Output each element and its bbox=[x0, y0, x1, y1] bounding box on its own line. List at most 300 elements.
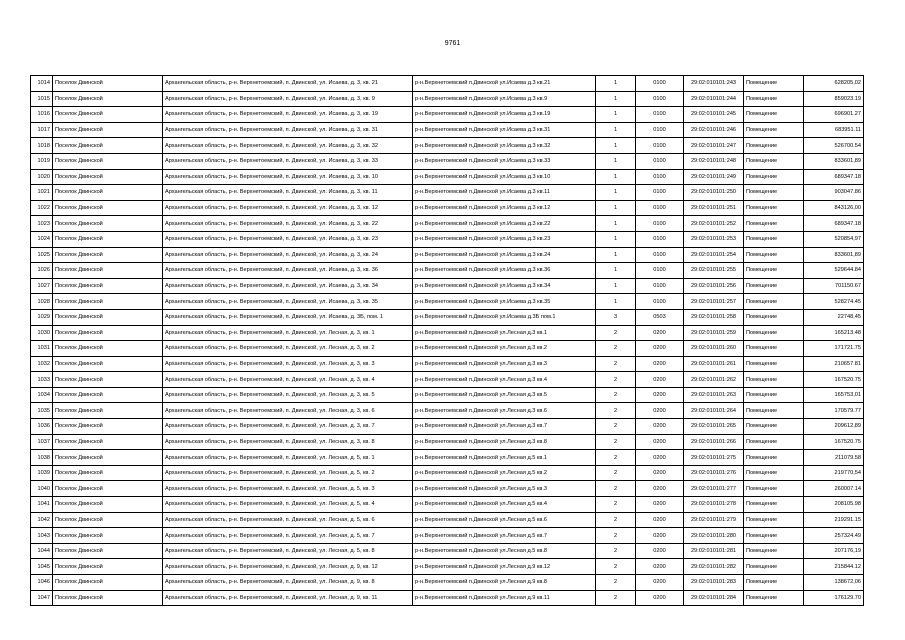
cadastral-number: 29:02:010101:283 bbox=[684, 575, 744, 591]
short-address: р-н.Верхнетоемский п.Двинской ул.Исаева д.3 кв.22 bbox=[413, 216, 596, 232]
table-row bbox=[31, 543, 864, 559]
object-kind: Помещение bbox=[744, 138, 804, 154]
cadastral-number: 29:02:010101:259 bbox=[684, 325, 744, 341]
type-code: 1 bbox=[596, 247, 636, 263]
cadastral-number: 29:02:010101:281 bbox=[684, 543, 744, 559]
settlement-name: Поселок Двинской bbox=[53, 465, 163, 481]
table-row bbox=[31, 387, 864, 403]
cadastral-number: 29:02:010101:282 bbox=[684, 559, 744, 575]
cadastral-value: 167520.75 bbox=[804, 434, 864, 450]
short-address: р-н.Верхнетоемский п.Двинской ул.Лесная д.5 кв.3 bbox=[413, 481, 596, 497]
type-code: 2 bbox=[596, 356, 636, 372]
table-row bbox=[31, 122, 864, 138]
table-row bbox=[31, 76, 864, 92]
table-row bbox=[31, 153, 864, 169]
class-code: 0100 bbox=[636, 122, 684, 138]
full-address: Архангельская область, р-н. Верхнетоемский, п. Двинской, ул. Исаева, д. 3, кв. 36 bbox=[163, 263, 413, 279]
cadastral-number: 29:02:010101:261 bbox=[684, 356, 744, 372]
row-number: 1021 bbox=[31, 185, 53, 201]
cadastral-number: 29:02:010101:251 bbox=[684, 200, 744, 216]
object-kind: Помещение bbox=[744, 543, 804, 559]
cadastral-value: 165753,01 bbox=[804, 387, 864, 403]
full-address: Архангельская область, р-н. Верхнетоемский, п. Двинской, ул. Лесная, д. 3, кв. 2 bbox=[163, 341, 413, 357]
table-row bbox=[31, 169, 864, 185]
table-row bbox=[31, 372, 864, 388]
object-kind: Помещение bbox=[744, 575, 804, 591]
object-kind: Помещение bbox=[744, 231, 804, 247]
cadastral-value: 138672,06 bbox=[804, 575, 864, 591]
class-code: 0100 bbox=[636, 278, 684, 294]
settlement-name: Поселок Двинской bbox=[53, 481, 163, 497]
settlement-name: Поселок Двинской bbox=[53, 294, 163, 310]
object-kind: Помещение bbox=[744, 450, 804, 466]
cadastral-number: 29:02:010101:247 bbox=[684, 138, 744, 154]
cadastral-number: 29:02:010101:262 bbox=[684, 372, 744, 388]
cadastral-number: 29:02:010101:254 bbox=[684, 247, 744, 263]
row-number: 1025 bbox=[31, 247, 53, 263]
table-row bbox=[31, 91, 864, 107]
cadastral-value: 211079.58 bbox=[804, 450, 864, 466]
row-number: 1040 bbox=[31, 481, 53, 497]
cadastral-value: 260007.14 bbox=[804, 481, 864, 497]
short-address: р-н.Верхнетоемский п.Двинской ул.Исаева д.3 кв.10 bbox=[413, 169, 596, 185]
object-kind: Помещение bbox=[744, 497, 804, 513]
cadastral-number: 29:02:010101:275 bbox=[684, 450, 744, 466]
type-code: 2 bbox=[596, 559, 636, 575]
settlement-name: Поселок Двинской bbox=[53, 450, 163, 466]
short-address: р-н.Верхнетоемский п.Двинской ул.Лесная д.9 кв.11 bbox=[413, 590, 596, 606]
row-number: 1037 bbox=[31, 434, 53, 450]
class-code: 0200 bbox=[636, 481, 684, 497]
table-row bbox=[31, 512, 864, 528]
cadastral-value: 520854,97 bbox=[804, 231, 864, 247]
table-row bbox=[31, 497, 864, 513]
class-code: 0200 bbox=[636, 465, 684, 481]
cadastral-value: 689347.18 bbox=[804, 169, 864, 185]
type-code: 2 bbox=[596, 465, 636, 481]
class-code: 0200 bbox=[636, 372, 684, 388]
object-kind: Помещение bbox=[744, 278, 804, 294]
full-address: Архангельская область, р-н. Верхнетоемский, п. Двинской, ул. Лесная, д. 9, кв. 8 bbox=[163, 575, 413, 591]
row-number: 1019 bbox=[31, 153, 53, 169]
settlement-name: Поселок Двинской bbox=[53, 512, 163, 528]
cadastral-value: 210657.81 bbox=[804, 356, 864, 372]
short-address: р-н.Верхнетоемский п.Двинской ул.Лесная д.3 кв.6 bbox=[413, 403, 596, 419]
object-kind: Помещение bbox=[744, 387, 804, 403]
short-address: р-н.Верхнетоемский п.Двинской ул.Исаева д.3 кв.9 bbox=[413, 91, 596, 107]
table-row bbox=[31, 559, 864, 575]
short-address: р-н.Верхнетоемский п.Двинской ул.Исаева д.3Б пом.1 bbox=[413, 309, 596, 325]
settlement-name: Поселок Двинской bbox=[53, 590, 163, 606]
row-number: 1023 bbox=[31, 216, 53, 232]
settlement-name: Поселок Двинской bbox=[53, 543, 163, 559]
cadastral-value: 683951.11 bbox=[804, 122, 864, 138]
table-row bbox=[31, 528, 864, 544]
table-row bbox=[31, 294, 864, 310]
cadastral-value: 207176,19 bbox=[804, 543, 864, 559]
cadastral-value: 529644.84 bbox=[804, 263, 864, 279]
object-kind: Помещение bbox=[744, 590, 804, 606]
row-number: 1039 bbox=[31, 465, 53, 481]
table-row bbox=[31, 185, 864, 201]
full-address: Архангельская область, р-н. Верхнетоемский, п. Двинской, ул. Лесная, д. 5, кв. 6 bbox=[163, 512, 413, 528]
object-kind: Помещение bbox=[744, 122, 804, 138]
full-address: Архангельская область, р-н. Верхнетоемский, п. Двинской, ул. Лесная, д. 3, кв. 3 bbox=[163, 356, 413, 372]
settlement-name: Поселок Двинской bbox=[53, 559, 163, 575]
class-code: 0100 bbox=[636, 169, 684, 185]
object-kind: Помещение bbox=[744, 153, 804, 169]
type-code: 1 bbox=[596, 153, 636, 169]
object-kind: Помещение bbox=[744, 465, 804, 481]
row-number: 1020 bbox=[31, 169, 53, 185]
class-code: 0100 bbox=[636, 231, 684, 247]
cadastral-number: 29:02:010101:280 bbox=[684, 528, 744, 544]
object-kind: Помещение bbox=[744, 309, 804, 325]
table-row bbox=[31, 231, 864, 247]
cadastral-number: 29:02:010101:276 bbox=[684, 465, 744, 481]
full-address: Архангельская область, р-н. Верхнетоемский, п. Двинской, ул. Исаева, д. 3, кв. 23 bbox=[163, 231, 413, 247]
cadastral-value: 176129.70 bbox=[804, 590, 864, 606]
cadastral-value: 696901.27 bbox=[804, 107, 864, 123]
full-address: Архангельская область, р-н. Верхнетоемский, п. Двинской, ул. Исаева, д. 3, кв. 32 bbox=[163, 138, 413, 154]
short-address: р-н.Верхнетоемский п.Двинской ул.Исаева д.3 кв.31 bbox=[413, 122, 596, 138]
class-code: 0200 bbox=[636, 419, 684, 435]
full-address: Архангельская область, р-н. Верхнетоемский, п. Двинской, ул. Лесная, д. 5, кв. 1 bbox=[163, 450, 413, 466]
short-address: р-н.Верхнетоемский п.Двинской ул.Лесная д.3 кв.8 bbox=[413, 434, 596, 450]
object-kind: Помещение bbox=[744, 107, 804, 123]
table-row bbox=[31, 341, 864, 357]
object-kind: Помещение bbox=[744, 263, 804, 279]
class-code: 0200 bbox=[636, 341, 684, 357]
object-kind: Помещение bbox=[744, 341, 804, 357]
type-code: 2 bbox=[596, 497, 636, 513]
short-address: р-н.Верхнетоемский п.Двинской ул.Исаева д.3 кв.32 bbox=[413, 138, 596, 154]
class-code: 0200 bbox=[636, 356, 684, 372]
cadastral-number: 29:02:010101:256 bbox=[684, 278, 744, 294]
class-code: 0100 bbox=[636, 247, 684, 263]
cadastral-value: 171721.75 bbox=[804, 341, 864, 357]
short-address: р-н.Верхнетоемский п.Двинской ул.Лесная д.5 кв.8 bbox=[413, 543, 596, 559]
full-address: Архангельская область, р-н. Верхнетоемский, п. Двинской, ул. Исаева, д. 3, кв. 31 bbox=[163, 122, 413, 138]
cadastral-number: 29:02:010101:252 bbox=[684, 216, 744, 232]
cadastral-number: 29:02:010101:255 bbox=[684, 263, 744, 279]
cadastral-value: 167520.75 bbox=[804, 372, 864, 388]
table-row bbox=[31, 107, 864, 123]
row-number: 1034 bbox=[31, 387, 53, 403]
cadastral-number: 29:02:010101:244 bbox=[684, 91, 744, 107]
cadastral-value: 628205,02 bbox=[804, 76, 864, 92]
cadastral-number: 29:02:010101:243 bbox=[684, 76, 744, 92]
full-address: Архангельская область, р-н. Верхнетоемский, п. Двинской, ул. Лесная, д. 9, кв. 12 bbox=[163, 559, 413, 575]
object-kind: Помещение bbox=[744, 372, 804, 388]
full-address: Архангельская область, р-н. Верхнетоемский, п. Двинской, ул. Лесная, д. 5, кв. 4 bbox=[163, 497, 413, 513]
settlement-name: Поселок Двинской bbox=[53, 263, 163, 279]
full-address: Архангельская область, р-н. Верхнетоемский, п. Двинской, ул. Лесная, д. 9, кв. 11 bbox=[163, 590, 413, 606]
row-number: 1046 bbox=[31, 575, 53, 591]
property-table bbox=[30, 75, 864, 606]
table-row bbox=[31, 325, 864, 341]
class-code: 0200 bbox=[636, 450, 684, 466]
table-row bbox=[31, 278, 864, 294]
cadastral-value: 833601,89 bbox=[804, 247, 864, 263]
settlement-name: Поселок Двинской bbox=[53, 247, 163, 263]
type-code: 2 bbox=[596, 512, 636, 528]
cadastral-value: 257324.49 bbox=[804, 528, 864, 544]
row-number: 1026 bbox=[31, 263, 53, 279]
object-kind: Помещение bbox=[744, 403, 804, 419]
cadastral-value: 165213.48 bbox=[804, 325, 864, 341]
full-address: Архангельская область, р-н. Верхнетоемский, п. Двинской, ул. Исаева, д. 3, кв. 11 bbox=[163, 185, 413, 201]
table-row bbox=[31, 403, 864, 419]
row-number: 1042 bbox=[31, 512, 53, 528]
full-address: Архангельская область, р-н. Верхнетоемский, п. Двинской, ул. Лесная, д. 3, кв. 1 bbox=[163, 325, 413, 341]
class-code: 0100 bbox=[636, 216, 684, 232]
type-code: 1 bbox=[596, 185, 636, 201]
full-address: Архангельская область, р-н. Верхнетоемский, п. Двинской, ул. Исаева, д. 3, кв. 19 bbox=[163, 107, 413, 123]
object-kind: Помещение bbox=[744, 356, 804, 372]
object-kind: Помещение bbox=[744, 247, 804, 263]
settlement-name: Поселок Двинской bbox=[53, 76, 163, 92]
settlement-name: Поселок Двинской bbox=[53, 419, 163, 435]
cadastral-value: 833601,89 bbox=[804, 153, 864, 169]
object-kind: Помещение bbox=[744, 200, 804, 216]
row-number: 1017 bbox=[31, 122, 53, 138]
type-code: 1 bbox=[596, 263, 636, 279]
type-code: 1 bbox=[596, 231, 636, 247]
type-code: 1 bbox=[596, 216, 636, 232]
full-address: Архангельская область, р-н. Верхнетоемский, п. Двинской, ул. Лесная, д. 5, кв. 7 bbox=[163, 528, 413, 544]
class-code: 0100 bbox=[636, 294, 684, 310]
cadastral-number: 29:02:010101:245 bbox=[684, 107, 744, 123]
cadastral-number: 29:02:010101:277 bbox=[684, 481, 744, 497]
type-code: 2 bbox=[596, 403, 636, 419]
type-code: 2 bbox=[596, 341, 636, 357]
type-code: 2 bbox=[596, 387, 636, 403]
type-code: 1 bbox=[596, 122, 636, 138]
short-address: р-н.Верхнетоемский п.Двинской ул.Лесная д.9 кв.8 bbox=[413, 575, 596, 591]
short-address: р-н.Верхнетоемский п.Двинской ул.Лесная д.9 кв.12 bbox=[413, 559, 596, 575]
table-row bbox=[31, 481, 864, 497]
cadastral-value: 689347.18 bbox=[804, 216, 864, 232]
cadastral-value: 209612,89 bbox=[804, 419, 864, 435]
table-body bbox=[31, 76, 864, 606]
class-code: 0100 bbox=[636, 185, 684, 201]
table-row bbox=[31, 200, 864, 216]
full-address: Архангельская область, р-н. Верхнетоемский, п. Двинской, ул. Лесная, д. 5, кв. 8 bbox=[163, 543, 413, 559]
table-row bbox=[31, 138, 864, 154]
full-address: Архангельская область, р-н. Верхнетоемский, п. Двинской, ул. Лесная, д. 5, кв. 3 bbox=[163, 481, 413, 497]
full-address: Архангельская область, р-н. Верхнетоемский, п. Двинской, ул. Лесная, д. 3, кв. 4 bbox=[163, 372, 413, 388]
short-address: р-н.Верхнетоемский п.Двинской ул.Исаева д.3 кв.36 bbox=[413, 263, 596, 279]
cadastral-value: 22748,45 bbox=[804, 309, 864, 325]
class-code: 0200 bbox=[636, 512, 684, 528]
class-code: 0200 bbox=[636, 575, 684, 591]
cadastral-value: 526700.54 bbox=[804, 138, 864, 154]
settlement-name: Поселок Двинской bbox=[53, 309, 163, 325]
full-address: Архангельская область, р-н. Верхнетоемский, п. Двинской, ул. Исаева, д. 3, кв. 35 bbox=[163, 294, 413, 310]
settlement-name: Поселок Двинской bbox=[53, 497, 163, 513]
class-code: 0200 bbox=[636, 325, 684, 341]
class-code: 0503 bbox=[636, 309, 684, 325]
table-row bbox=[31, 465, 864, 481]
type-code: 1 bbox=[596, 107, 636, 123]
class-code: 0200 bbox=[636, 434, 684, 450]
cadastral-number: 29:02:010101:265 bbox=[684, 419, 744, 435]
short-address: р-н.Верхнетоемский п.Двинской ул.Исаева д.3 кв.35 bbox=[413, 294, 596, 310]
cadastral-number: 29:02:010101:266 bbox=[684, 434, 744, 450]
full-address: Архангельская область, р-н. Верхнетоемский, п. Двинской, ул. Исаева, д. 3, кв. 10 bbox=[163, 169, 413, 185]
full-address: Архангельская область, р-н. Верхнетоемский, п. Двинской, ул. Исаева, д. 3, кв. 34 bbox=[163, 278, 413, 294]
cadastral-value: 859023.19 bbox=[804, 91, 864, 107]
class-code: 0100 bbox=[636, 107, 684, 123]
settlement-name: Поселок Двинской bbox=[53, 91, 163, 107]
settlement-name: Поселок Двинской bbox=[53, 387, 163, 403]
cadastral-value: 170579.77 bbox=[804, 403, 864, 419]
short-address: р-н.Верхнетоемский п.Двинской ул.Лесная д.5 кв.4 bbox=[413, 497, 596, 513]
type-code: 2 bbox=[596, 419, 636, 435]
row-number: 1030 bbox=[31, 325, 53, 341]
object-kind: Помещение bbox=[744, 434, 804, 450]
row-number: 1022 bbox=[31, 200, 53, 216]
full-address: Архангельская область, р-н. Верхнетоемский, п. Двинской, ул. Лесная, д. 3, кв. 7 bbox=[163, 419, 413, 435]
row-number: 1018 bbox=[31, 138, 53, 154]
cadastral-number: 29:02:010101:278 bbox=[684, 497, 744, 513]
row-number: 1041 bbox=[31, 497, 53, 513]
table-row bbox=[31, 434, 864, 450]
short-address: р-н.Верхнетоемский п.Двинской ул.Исаева д.3 кв.12 bbox=[413, 200, 596, 216]
table-row bbox=[31, 309, 864, 325]
class-code: 0100 bbox=[636, 263, 684, 279]
short-address: р-н.Верхнетоемский п.Двинской ул.Лесная д.5 кв.6 bbox=[413, 512, 596, 528]
short-address: р-н.Верхнетоемский п.Двинской ул.Лесная д.3 кв.3 bbox=[413, 356, 596, 372]
table-row bbox=[31, 247, 864, 263]
class-code: 0200 bbox=[636, 590, 684, 606]
full-address: Архангельская область, р-н. Верхнетоемский, п. Двинской, ул. Лесная, д. 3, кв. 8 bbox=[163, 434, 413, 450]
class-code: 0100 bbox=[636, 153, 684, 169]
short-address: р-н.Верхнетоемский п.Двинской ул.Исаева д.3 кв.19 bbox=[413, 107, 596, 123]
object-kind: Помещение bbox=[744, 528, 804, 544]
cadastral-value: 215844.12 bbox=[804, 559, 864, 575]
type-code: 2 bbox=[596, 590, 636, 606]
table-row bbox=[31, 356, 864, 372]
settlement-name: Поселок Двинской bbox=[53, 231, 163, 247]
short-address: р-н.Верхнетоемский п.Двинской ул.Лесная д.3 кв.4 bbox=[413, 372, 596, 388]
short-address: р-н.Верхнетоемский п.Двинской ул.Лесная д.3 кв.7 bbox=[413, 419, 596, 435]
table-row bbox=[31, 590, 864, 606]
type-code: 1 bbox=[596, 138, 636, 154]
table-row bbox=[31, 263, 864, 279]
type-code: 1 bbox=[596, 200, 636, 216]
row-number: 1045 bbox=[31, 559, 53, 575]
type-code: 2 bbox=[596, 481, 636, 497]
class-code: 0200 bbox=[636, 559, 684, 575]
type-code: 2 bbox=[596, 528, 636, 544]
cadastral-number: 29:02:010101:248 bbox=[684, 153, 744, 169]
cadastral-number: 29:02:010101:260 bbox=[684, 341, 744, 357]
settlement-name: Поселок Двинской bbox=[53, 372, 163, 388]
full-address: Архангельская область, р-н. Верхнетоемский, п. Двинской, ул. Исаева, д. 3, кв. 21 bbox=[163, 76, 413, 92]
row-number: 1031 bbox=[31, 341, 53, 357]
type-code: 2 bbox=[596, 325, 636, 341]
settlement-name: Поселок Двинской bbox=[53, 122, 163, 138]
cadastral-value: 208105.98 bbox=[804, 497, 864, 513]
cadastral-value: 219770,54 bbox=[804, 465, 864, 481]
settlement-name: Поселок Двинской bbox=[53, 356, 163, 372]
type-code: 2 bbox=[596, 575, 636, 591]
row-number: 1047 bbox=[31, 590, 53, 606]
class-code: 0100 bbox=[636, 76, 684, 92]
object-kind: Помещение bbox=[744, 185, 804, 201]
settlement-name: Поселок Двинской bbox=[53, 153, 163, 169]
full-address: Архангельская область, р-н. Верхнетоемский, п. Двинской, ул. Лесная, д. 3, кв. 5 bbox=[163, 387, 413, 403]
object-kind: Помещение bbox=[744, 76, 804, 92]
short-address: р-н.Верхнетоемский п.Двинской ул.Исаева д.3 кв.11 bbox=[413, 185, 596, 201]
cadastral-number: 29:02:010101:263 bbox=[684, 387, 744, 403]
settlement-name: Поселок Двинской bbox=[53, 185, 163, 201]
type-code: 3 bbox=[596, 309, 636, 325]
type-code: 1 bbox=[596, 91, 636, 107]
row-number: 1015 bbox=[31, 91, 53, 107]
row-number: 1014 bbox=[31, 76, 53, 92]
object-kind: Помещение bbox=[744, 294, 804, 310]
settlement-name: Поселок Двинской bbox=[53, 575, 163, 591]
full-address: Архангельская область, р-н. Верхнетоемский, п. Двинской, ул. Исаева, д. 3, кв. 24 bbox=[163, 247, 413, 263]
short-address: р-н.Верхнетоемский п.Двинской ул.Исаева д.3 кв.21 bbox=[413, 76, 596, 92]
full-address: Архангельская область, р-н. Верхнетоемский, п. Двинской, ул. Исаева, д. 3, кв. 12 bbox=[163, 200, 413, 216]
settlement-name: Поселок Двинской bbox=[53, 278, 163, 294]
object-kind: Помещение bbox=[744, 419, 804, 435]
short-address: р-н.Верхнетоемский п.Двинской ул.Исаева д.3 кв.23 bbox=[413, 231, 596, 247]
cadastral-value: 843126,00 bbox=[804, 200, 864, 216]
table-row bbox=[31, 419, 864, 435]
cadastral-number: 29:02:010101:264 bbox=[684, 403, 744, 419]
full-address: Архангельская область, р-н. Верхнетоемский, п. Двинской, ул. Лесная, д. 3, кв. 6 bbox=[163, 403, 413, 419]
settlement-name: Поселок Двинской bbox=[53, 528, 163, 544]
short-address: р-н.Верхнетоемский п.Двинской ул.Лесная д.5 кв.7 bbox=[413, 528, 596, 544]
row-number: 1016 bbox=[31, 107, 53, 123]
cadastral-value: 903047.86 bbox=[804, 185, 864, 201]
row-number: 1028 bbox=[31, 294, 53, 310]
short-address: р-н.Верхнетоемский п.Двинской ул.Лесная д.3 кв.1 bbox=[413, 325, 596, 341]
cadastral-number: 29:02:010101:258 bbox=[684, 309, 744, 325]
settlement-name: Поселок Двинской bbox=[53, 434, 163, 450]
cadastral-number: 29:02:010101:257 bbox=[684, 294, 744, 310]
type-code: 2 bbox=[596, 372, 636, 388]
object-kind: Помещение bbox=[744, 481, 804, 497]
row-number: 1038 bbox=[31, 450, 53, 466]
type-code: 2 bbox=[596, 450, 636, 466]
row-number: 1029 bbox=[31, 309, 53, 325]
row-number: 1027 bbox=[31, 278, 53, 294]
class-code: 0100 bbox=[636, 200, 684, 216]
short-address: р-н.Верхнетоемский п.Двинской ул.Лесная д.3 кв.5 bbox=[413, 387, 596, 403]
row-number: 1024 bbox=[31, 231, 53, 247]
class-code: 0100 bbox=[636, 91, 684, 107]
class-code: 0200 bbox=[636, 497, 684, 513]
class-code: 0200 bbox=[636, 528, 684, 544]
full-address: Архангельская область, р-н. Верхнетоемский, п. Двинской, ул. Исаева, д. 3, кв. 9 bbox=[163, 91, 413, 107]
row-number: 1032 bbox=[31, 356, 53, 372]
cadastral-number: 29:02:010101:246 bbox=[684, 122, 744, 138]
object-kind: Помещение bbox=[744, 325, 804, 341]
class-code: 0200 bbox=[636, 403, 684, 419]
type-code: 1 bbox=[596, 294, 636, 310]
cadastral-number: 29:02:010101:284 bbox=[684, 590, 744, 606]
table-row bbox=[31, 216, 864, 232]
settlement-name: Поселок Двинской bbox=[53, 341, 163, 357]
settlement-name: Поселок Двинской bbox=[53, 403, 163, 419]
class-code: 0100 bbox=[636, 138, 684, 154]
